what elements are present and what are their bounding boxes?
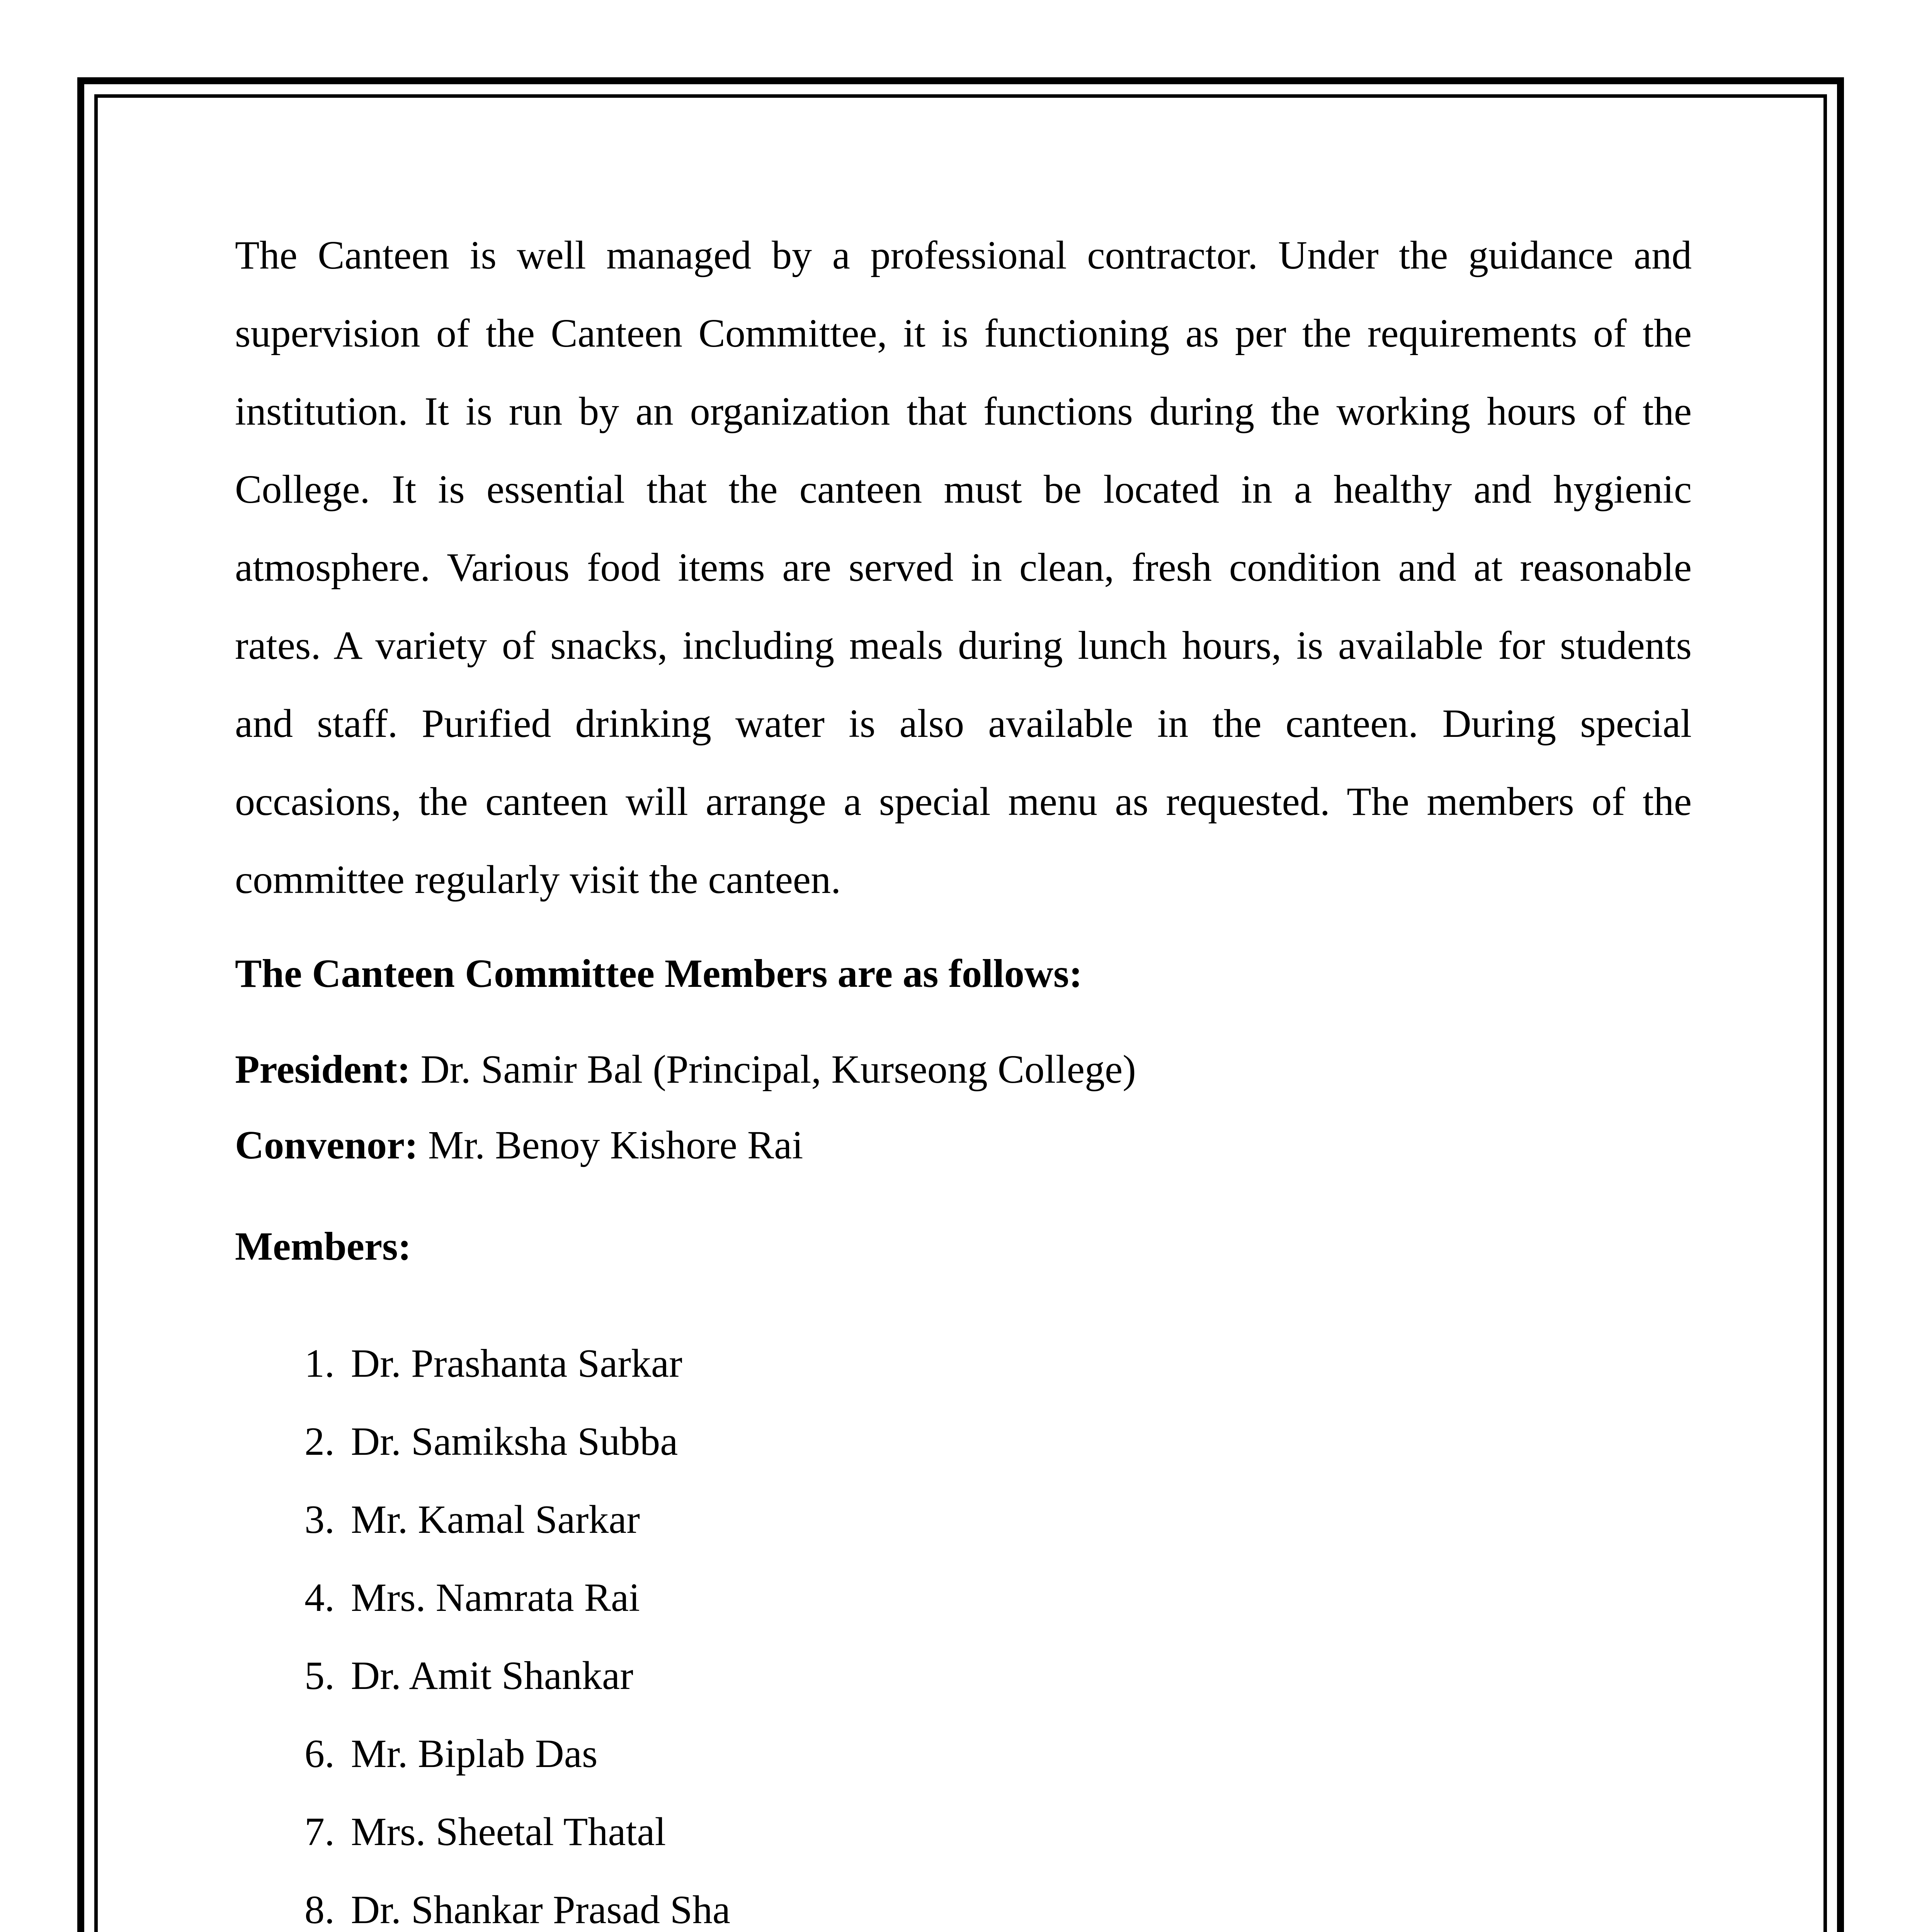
member-number: 8. [304, 1888, 335, 1932]
member-name: Mr. Kamal Sarkar [351, 1497, 640, 1542]
member-number: 1. [304, 1341, 335, 1386]
member-item [235, 1403, 1692, 1481]
member-item [235, 1793, 1692, 1871]
member-name: Dr. Samiksha Subba [351, 1419, 678, 1464]
convenor-line [235, 1107, 1692, 1183]
member-item [235, 1637, 1692, 1715]
convenor-value: Mr. Benoy Kishore Rai [428, 1123, 803, 1167]
committee-roles [235, 1032, 1692, 1183]
member-number: 6. [304, 1731, 335, 1776]
member-name: Dr. Shankar Prasad Sha [351, 1888, 731, 1932]
president-line [235, 1032, 1692, 1107]
convenor-label: Convenor: [235, 1123, 418, 1167]
canteen-description: The Canteen is well managed by a professional contractor. Under the guidance and supervision of the Canteen Committee, it is functioning as per the requirements of the institution. It is run by an organization that functions during the working hours of the College. It is essential that the canteen must be located in a healthy and hygienic atmosphere. Various food items are served in clean, fresh condition and at reasonable rates. A variety of snacks, including meals during lunch hours, is available for students and staff. Purified drinking water is also available in the canteen. During special occasions, the canteen will arrange a special menu as requested. The members of the committee regularly visit the canteen. [235, 233, 1692, 902]
member-item [235, 1559, 1692, 1637]
member-number: 2. [304, 1419, 335, 1464]
member-number: 7. [304, 1810, 335, 1854]
member-name: Mrs. Namrata Rai [351, 1575, 640, 1620]
member-item [235, 1715, 1692, 1793]
member-item [235, 1871, 1692, 1932]
committee-heading: The Canteen Committee Members are as follows: [235, 951, 1083, 996]
document-body [235, 216, 1692, 1932]
president-label: President: [235, 1047, 411, 1092]
members-heading: Members: [235, 1224, 412, 1269]
member-item [235, 1325, 1692, 1403]
member-number: 4. [304, 1575, 335, 1620]
member-name: Mrs. Sheetal Thatal [351, 1810, 666, 1854]
member-number: 5. [304, 1653, 335, 1698]
member-number: 3. [304, 1497, 335, 1542]
member-item [235, 1481, 1692, 1559]
member-name: Dr. Prashanta Sarkar [351, 1341, 682, 1386]
member-name: Mr. Biplab Das [351, 1731, 598, 1776]
president-value: Dr. Samir Bal (Principal, Kurseong College) [420, 1047, 1136, 1092]
member-name: Dr. Amit Shankar [351, 1653, 633, 1698]
member-list [235, 1325, 1692, 1932]
